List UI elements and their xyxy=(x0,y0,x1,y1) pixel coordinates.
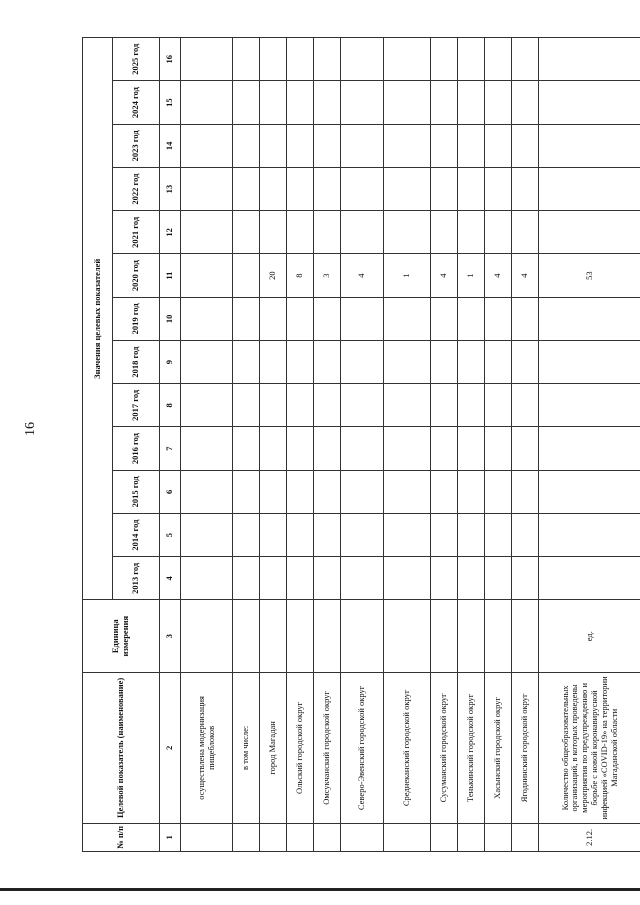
unit-cell xyxy=(458,600,485,672)
value-cell xyxy=(287,38,314,82)
value-cell xyxy=(458,81,485,124)
value-cell xyxy=(384,168,431,211)
value-cell-2020: 4 xyxy=(485,254,512,297)
value-cell xyxy=(512,81,539,124)
value-cell xyxy=(539,168,640,211)
header-year: 2017 год xyxy=(113,384,160,427)
value-cell xyxy=(431,297,458,340)
row-number-cell xyxy=(384,823,431,851)
value-cell xyxy=(260,124,287,167)
value-cell xyxy=(341,124,384,167)
value-cell-2020: 4 xyxy=(512,254,539,297)
value-cell xyxy=(181,514,233,557)
value-cell xyxy=(314,384,341,427)
value-cell xyxy=(314,514,341,557)
value-cell xyxy=(233,168,260,211)
value-cell xyxy=(384,124,431,167)
value-cell-2020: 3 xyxy=(314,254,341,297)
value-cell xyxy=(314,168,341,211)
value-cell xyxy=(260,168,287,211)
value-cell xyxy=(512,168,539,211)
value-cell xyxy=(260,384,287,427)
value-cell xyxy=(260,38,287,82)
value-cell xyxy=(341,81,384,124)
indicator-name-cell: Омсукчанский городской округ xyxy=(314,672,341,823)
value-cell xyxy=(458,470,485,513)
value-cell xyxy=(181,81,233,124)
value-cell xyxy=(539,211,640,254)
value-cell-2020 xyxy=(233,254,260,297)
value-cell xyxy=(485,124,512,167)
value-cell xyxy=(458,124,485,167)
value-cell-2020: 53 xyxy=(539,254,640,297)
value-cell xyxy=(181,341,233,384)
column-index-cell: 16 xyxy=(160,38,181,82)
value-cell xyxy=(539,384,640,427)
value-cell xyxy=(287,341,314,384)
value-cell xyxy=(181,211,233,254)
value-cell xyxy=(233,514,260,557)
value-cell xyxy=(181,470,233,513)
header-year: 2022 год xyxy=(113,168,160,211)
column-index-cell: 11 xyxy=(160,254,181,297)
header-num: № п/п xyxy=(83,823,160,851)
unit-cell xyxy=(384,600,431,672)
header-values-group: Значения целевых показателей xyxy=(83,38,113,601)
header-year: 2024 год xyxy=(113,81,160,124)
value-cell xyxy=(341,211,384,254)
value-cell xyxy=(485,341,512,384)
column-index-cell: 15 xyxy=(160,81,181,124)
value-cell xyxy=(314,124,341,167)
value-cell xyxy=(384,341,431,384)
column-index-cell: 2 xyxy=(160,672,181,823)
value-cell xyxy=(384,427,431,470)
value-cell xyxy=(233,81,260,124)
value-cell xyxy=(287,297,314,340)
value-cell-2020: 20 xyxy=(260,254,287,297)
row-number-cell: 2.12. xyxy=(539,823,640,851)
value-cell xyxy=(431,168,458,211)
value-cell xyxy=(458,557,485,600)
value-cell xyxy=(341,341,384,384)
value-cell xyxy=(512,470,539,513)
header-year: 2014 год xyxy=(113,514,160,557)
column-index-cell: 8 xyxy=(160,384,181,427)
value-cell xyxy=(485,81,512,124)
value-cell xyxy=(512,38,539,82)
value-cell xyxy=(485,297,512,340)
value-cell xyxy=(233,341,260,384)
column-index-cell: 12 xyxy=(160,211,181,254)
value-cell xyxy=(485,470,512,513)
value-cell-2020: 4 xyxy=(341,254,384,297)
value-cell xyxy=(485,168,512,211)
value-cell xyxy=(512,557,539,600)
value-cell xyxy=(287,557,314,600)
unit-cell xyxy=(341,600,384,672)
value-cell-2020: 8 xyxy=(287,254,314,297)
unit-cell xyxy=(431,600,458,672)
value-cell xyxy=(233,557,260,600)
value-cell xyxy=(314,297,341,340)
column-index-cell: 13 xyxy=(160,168,181,211)
value-cell xyxy=(485,38,512,82)
row-number-cell xyxy=(431,823,458,851)
value-cell xyxy=(233,124,260,167)
column-index-row xyxy=(160,38,181,852)
value-cell xyxy=(181,384,233,427)
indicator-name-cell: Северо-Эвенский городской округ xyxy=(341,672,384,823)
header-indicator: Целевой показатель (наименование) xyxy=(83,672,160,823)
value-cell xyxy=(539,81,640,124)
value-cell xyxy=(287,470,314,513)
value-cell-2020: 1 xyxy=(458,254,485,297)
value-cell xyxy=(287,384,314,427)
value-cell xyxy=(458,211,485,254)
value-cell xyxy=(512,124,539,167)
indicator-name-cell: осуществлена модернизация пищеблоков xyxy=(181,672,233,823)
value-cell xyxy=(260,427,287,470)
row-number-cell xyxy=(485,823,512,851)
value-cell xyxy=(233,384,260,427)
value-cell xyxy=(233,427,260,470)
rotated-table-container xyxy=(82,37,619,852)
value-cell xyxy=(233,470,260,513)
value-cell xyxy=(384,81,431,124)
column-index-cell: 14 xyxy=(160,124,181,167)
value-cell xyxy=(384,514,431,557)
table-row xyxy=(181,38,233,852)
value-cell xyxy=(287,427,314,470)
value-cell xyxy=(314,470,341,513)
unit-cell xyxy=(287,600,314,672)
value-cell xyxy=(341,470,384,513)
value-cell xyxy=(341,514,384,557)
unit-cell xyxy=(314,600,341,672)
value-cell xyxy=(260,211,287,254)
value-cell xyxy=(458,168,485,211)
value-cell xyxy=(287,124,314,167)
table-row xyxy=(233,38,260,852)
value-cell xyxy=(512,341,539,384)
header-year: 2020 год xyxy=(113,254,160,297)
column-index-cell: 10 xyxy=(160,297,181,340)
value-cell xyxy=(539,427,640,470)
value-cell xyxy=(181,168,233,211)
value-cell xyxy=(485,427,512,470)
value-cell xyxy=(287,81,314,124)
value-cell xyxy=(260,81,287,124)
value-cell xyxy=(341,297,384,340)
indicator-name-cell: Среднеканский городской округ xyxy=(384,672,431,823)
value-cell xyxy=(431,81,458,124)
value-cell xyxy=(260,470,287,513)
value-cell xyxy=(458,297,485,340)
header-year: 2018 год xyxy=(113,341,160,384)
value-cell-2020: 4 xyxy=(431,254,458,297)
indicator-name-cell: Ягоднинский городской округ xyxy=(512,672,539,823)
value-cell xyxy=(181,124,233,167)
bottom-rule xyxy=(0,888,640,891)
column-index-cell: 4 xyxy=(160,557,181,600)
value-cell xyxy=(458,341,485,384)
value-cell xyxy=(341,38,384,82)
table-row xyxy=(458,38,485,852)
value-cell xyxy=(287,514,314,557)
page-number: 16 xyxy=(23,422,38,436)
value-cell xyxy=(233,38,260,82)
value-cell xyxy=(512,384,539,427)
value-cell xyxy=(181,427,233,470)
value-cell xyxy=(181,297,233,340)
indicator-name-cell: в том числе: xyxy=(233,672,260,823)
value-cell xyxy=(260,297,287,340)
value-cell xyxy=(384,211,431,254)
value-cell-2020 xyxy=(181,254,233,297)
indicator-name-cell: Сусуманский городской округ xyxy=(431,672,458,823)
value-cell xyxy=(287,168,314,211)
value-cell xyxy=(384,384,431,427)
table-row xyxy=(314,38,341,852)
value-cell xyxy=(431,427,458,470)
column-index-cell: 5 xyxy=(160,514,181,557)
value-cell xyxy=(314,38,341,82)
indicator-name-cell: Хасынский городской округ xyxy=(485,672,512,823)
value-cell xyxy=(512,297,539,340)
row-number-cell xyxy=(260,823,287,851)
value-cell xyxy=(431,38,458,82)
column-index-cell: 6 xyxy=(160,470,181,513)
value-cell xyxy=(539,124,640,167)
value-cell xyxy=(539,341,640,384)
header-year: 2025 год xyxy=(113,38,160,82)
value-cell xyxy=(539,557,640,600)
value-cell xyxy=(341,168,384,211)
value-cell xyxy=(384,297,431,340)
value-cell xyxy=(458,427,485,470)
unit-cell xyxy=(512,600,539,672)
row-number-cell xyxy=(458,823,485,851)
value-cell xyxy=(341,557,384,600)
value-cell xyxy=(431,124,458,167)
indicator-name-cell: город Магадан xyxy=(260,672,287,823)
table-row xyxy=(384,38,431,852)
value-cell xyxy=(485,211,512,254)
row-number-cell xyxy=(287,823,314,851)
value-cell xyxy=(512,514,539,557)
value-cell xyxy=(458,38,485,82)
value-cell xyxy=(512,427,539,470)
value-cell xyxy=(539,470,640,513)
row-number-cell xyxy=(181,823,233,851)
table-row xyxy=(512,38,539,852)
value-cell xyxy=(512,211,539,254)
indicator-name-cell: Количество общеобразовательных организаций, в которых проведены мероприятия по предупреждению и борьбе с новой коронавирусной инфекцией «COVID-19» на территории Магаданской области xyxy=(539,672,640,823)
table-row xyxy=(287,38,314,852)
header-year: 2016 год xyxy=(113,427,160,470)
column-index-cell: 1 xyxy=(160,823,181,851)
table-row xyxy=(341,38,384,852)
value-cell xyxy=(384,470,431,513)
header-year: 2015 год xyxy=(113,470,160,513)
row-number-cell xyxy=(512,823,539,851)
value-cell xyxy=(233,211,260,254)
header-year: 2019 год xyxy=(113,297,160,340)
value-cell xyxy=(431,384,458,427)
value-cell xyxy=(431,470,458,513)
value-cell xyxy=(260,557,287,600)
unit-cell xyxy=(260,600,287,672)
value-cell xyxy=(458,514,485,557)
value-cell xyxy=(485,384,512,427)
column-index-cell: 7 xyxy=(160,427,181,470)
unit-cell xyxy=(485,600,512,672)
row-number-cell xyxy=(314,823,341,851)
value-cell xyxy=(181,557,233,600)
header-unit: Единица измерения xyxy=(83,600,160,672)
value-cell xyxy=(341,427,384,470)
table-row xyxy=(485,38,512,852)
value-cell xyxy=(458,384,485,427)
value-cell xyxy=(384,557,431,600)
table-body xyxy=(160,38,640,852)
value-cell xyxy=(431,514,458,557)
table-row xyxy=(260,38,287,852)
value-cell xyxy=(485,557,512,600)
value-cell xyxy=(539,38,640,82)
value-cell xyxy=(233,297,260,340)
indicator-name-cell: Тенькинский городской округ xyxy=(458,672,485,823)
table-row xyxy=(431,38,458,852)
value-cell xyxy=(181,38,233,82)
column-index-cell: 3 xyxy=(160,600,181,672)
value-cell xyxy=(431,211,458,254)
value-cell xyxy=(485,514,512,557)
row-number-cell xyxy=(233,823,260,851)
row-number-cell xyxy=(341,823,384,851)
value-cell xyxy=(539,514,640,557)
header-year: 2013 год xyxy=(113,557,160,600)
unit-cell xyxy=(181,600,233,672)
header-year: 2023 год xyxy=(113,124,160,167)
value-cell xyxy=(539,297,640,340)
value-cell xyxy=(314,427,341,470)
value-cell xyxy=(341,384,384,427)
target-indicators-table xyxy=(82,37,640,852)
unit-cell: ед. xyxy=(539,600,640,672)
value-cell xyxy=(287,211,314,254)
value-cell xyxy=(384,38,431,82)
indicator-name-cell: Ольский городской округ xyxy=(287,672,314,823)
table-row xyxy=(539,38,640,852)
value-cell xyxy=(314,81,341,124)
value-cell xyxy=(260,514,287,557)
value-cell xyxy=(260,341,287,384)
value-cell-2020: 1 xyxy=(384,254,431,297)
value-cell xyxy=(314,341,341,384)
unit-cell xyxy=(233,600,260,672)
header-year: 2021 год xyxy=(113,211,160,254)
value-cell xyxy=(431,557,458,600)
column-index-cell: 9 xyxy=(160,341,181,384)
value-cell xyxy=(314,557,341,600)
value-cell xyxy=(314,211,341,254)
value-cell xyxy=(431,341,458,384)
